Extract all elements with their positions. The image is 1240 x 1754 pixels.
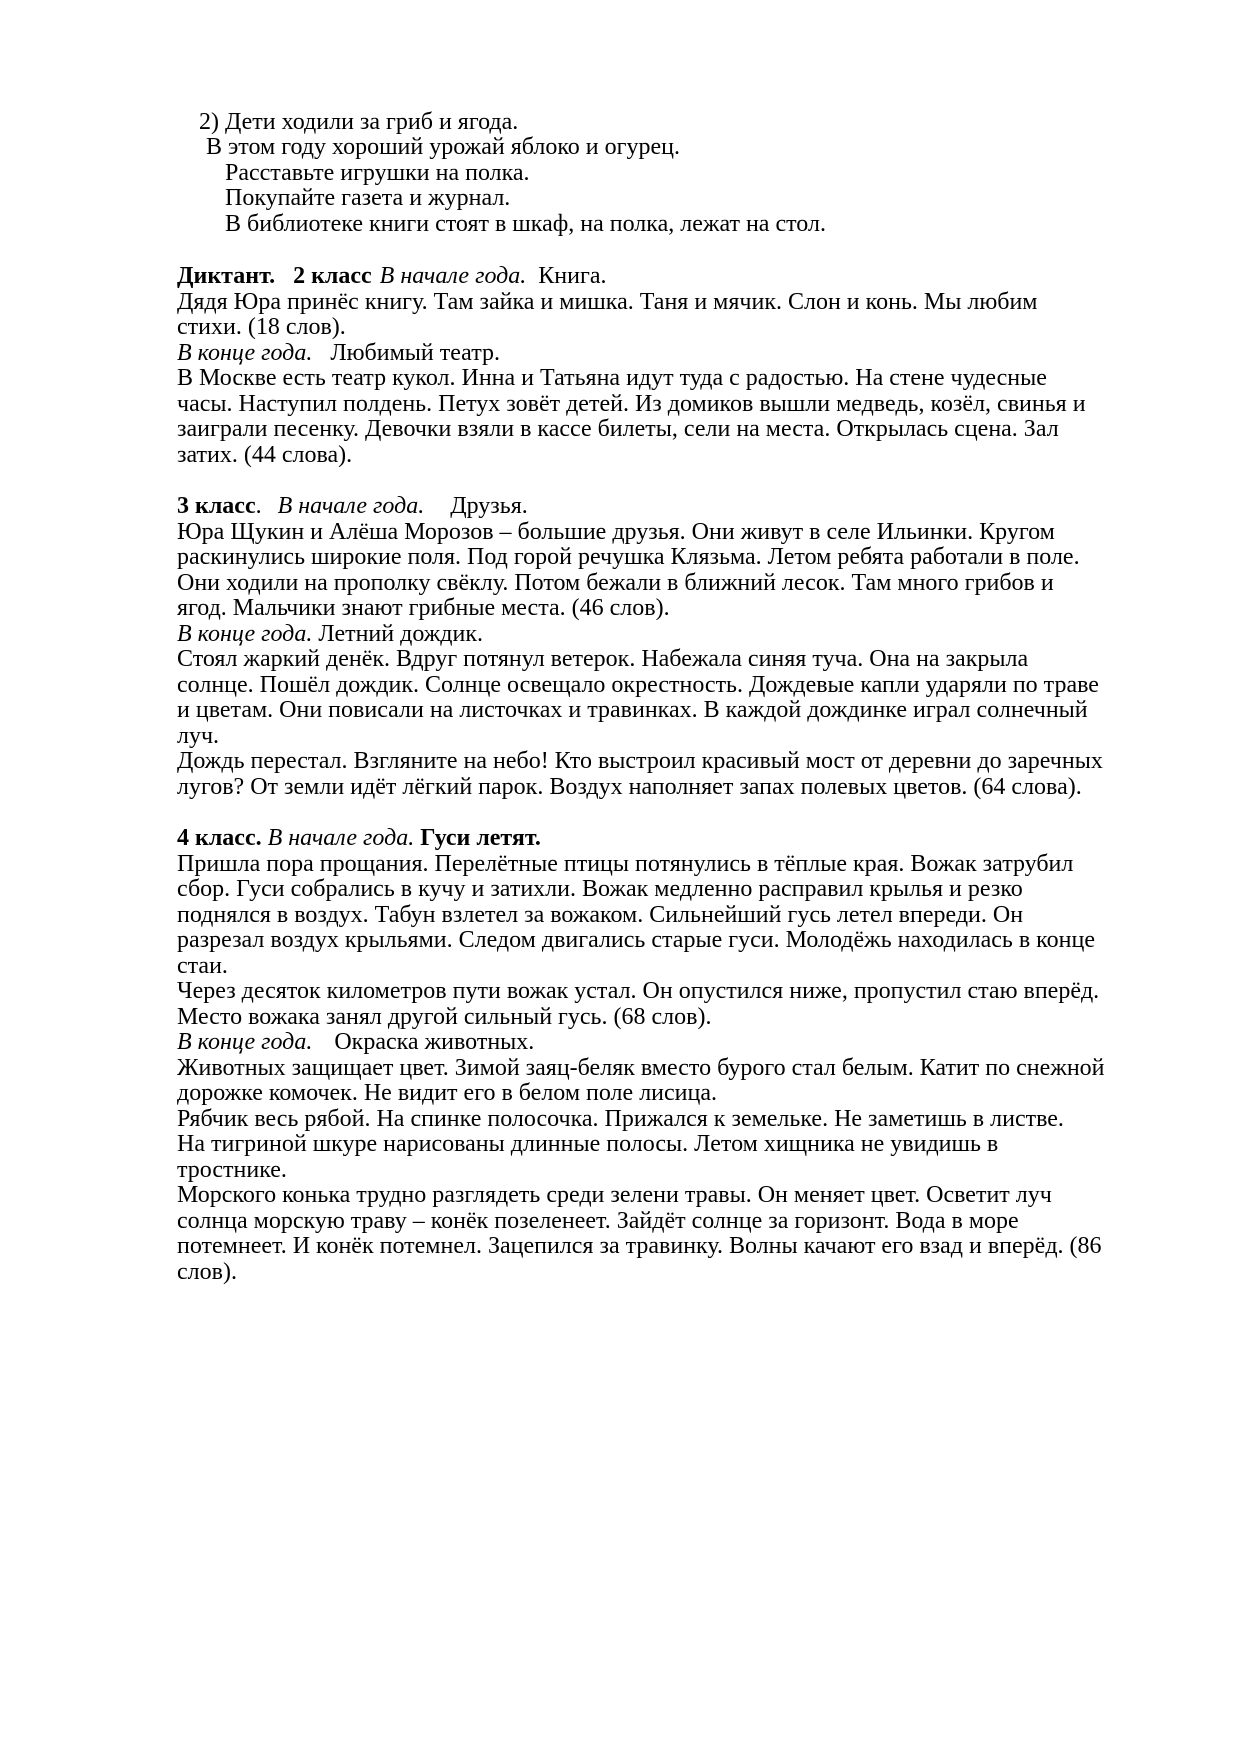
period-label: В конце года. (177, 340, 313, 366)
dictation-title: Друзья. (450, 493, 528, 519)
text-line: сбор. Гуси собрались в кучу и затихли. Вожак медленно расправил крылья и резко (177, 876, 1023, 902)
exercise-line: В библиотеке книги стоят в шкаф, на полка, лежат на стол. (225, 211, 826, 237)
text-line: На тигриной шкуре нарисованы длинные полосы. Летом хищника не увидишь в (177, 1131, 999, 1157)
text-line: В Москве есть театр кукол. Инна и Татьяна идут туда с радостью. На стене чудесные (177, 365, 1047, 391)
grade-label: 3 класс (177, 493, 256, 519)
text-line: солнце. Пошёл дождик. Солнце освещало окрестность. Дождевые капли ударяли по траве (177, 672, 1099, 698)
text-line: разрезал воздух крыльями. Следом двигались старые гуси. Молодёжь находилась в конце (177, 927, 1095, 953)
text-line: тростнике. (177, 1157, 287, 1183)
period-label: В начале года. (277, 493, 425, 519)
dictation-title: Гуси летят. (420, 825, 541, 851)
text-line: ягод. Мальчики знают грибные места. (46 слов). (177, 595, 670, 621)
dictation-label: Диктант. (177, 263, 276, 289)
text-line: Рябчик весь рябой. На спинке полосочка. Прижался к земельке. Не заметишь в листве. (177, 1106, 1064, 1132)
text-line: стихи. (18 слов). (177, 314, 346, 340)
dictation-title: Окраска животных. (334, 1029, 535, 1055)
text-line: и цветам. Они повисали на листочках и травинках. В каждой дождинке играл солнечный (177, 697, 1088, 723)
text-line: Они ходили на прополку свёклу. Потом бежали в ближний лесок. Там много грибов и (177, 570, 1054, 596)
grade2-heading (177, 262, 606, 291)
text-line: Стоял жаркий денёк. Вдруг потянул ветерок. Набежала синяя туча. Она на закрыла (177, 646, 1029, 672)
text-line: затих. (44 слова). (177, 442, 353, 468)
exercise-line: Покупайте газета и журнал. (225, 185, 511, 211)
grade4-heading (177, 824, 541, 853)
grade-label: 4 класс. (177, 825, 262, 851)
text-line: слов). (177, 1259, 237, 1285)
text-line: солнца морскую траву – конёк позеленеет. Зайдёт солнце за горизонт. Вода в море (177, 1208, 1019, 1234)
exercise-line: 2) Дети ходили за гриб и ягода. (199, 109, 519, 135)
exercise-line: Расставьте игрушки на полка. (225, 160, 530, 186)
text-line: лугов? От земли идёт лёгкий парок. Воздух наполняет запах полевых цветов. (64 слова). (177, 774, 1082, 800)
text-line: часы. Наступил полдень. Петух зовёт детей. Из домиков вышли медведь, козёл, свинья и (177, 391, 1086, 417)
text-line: Дядя Юра принёс книгу. Там зайка и мишка. Таня и мячик. Слон и конь. Мы любим (177, 289, 1038, 315)
text-line: раскинулись широкие поля. Под горой речушка Клязьма. Летом ребята работали в поле. (177, 544, 1080, 570)
period-label: В начале года. (379, 263, 527, 289)
text-line: дорожке комочек. Не видит его в белом поле лисица. (177, 1080, 717, 1106)
exercise-line: В этом году хороший урожай яблоко и огурец. (206, 134, 680, 160)
grade-label: 2 класс (293, 263, 372, 289)
text-line: Морского конька трудно разглядеть среди зелени травы. Он меняет цвет. Осветит луч (177, 1182, 1052, 1208)
text-line: Дождь перестал. Взгляните на небо! Кто выстроил красивый мост от деревни до заречных (177, 748, 1103, 774)
text-line: поднялся в воздух. Табун взлетел за вожаком. Сильнейший гусь летел впереди. Он (177, 902, 1024, 928)
period-label: В конце года. (177, 621, 313, 647)
text-line: луч. (177, 723, 220, 749)
period-label: В начале года. (267, 825, 415, 851)
text-line: Место вожака занял другой сильный гусь. (68 слов). (177, 1004, 712, 1030)
period-label: В конце года. (177, 1029, 313, 1055)
text-line: Через десяток километров пути вожак устал. Он опустился ниже, пропустил стаю вперёд. (177, 978, 1100, 1004)
text-line: заиграли песенку. Девочки взяли в кассе билеты, сели на места. Открылась сцена. Зал (177, 416, 1059, 442)
text-line: стаи. (177, 953, 228, 979)
text-line: Юра Щукин и Алёша Морозов – большие друзья. Они живут в селе Ильинки. Кругом (177, 519, 1055, 545)
text-line: потемнеет. И конёк потемнел. Зацепился за травинку. Волны качают его взад и вперёд. (86 (177, 1233, 1102, 1259)
subheading (177, 1028, 534, 1057)
dictation-title: Любимый театр. (330, 340, 500, 366)
grade3-heading: 3 класс. В начале года. Друзья. (177, 493, 528, 519)
dictation-title: Летний дождик. (318, 621, 484, 647)
text-line: Животных защищает цвет. Зимой заяц-беляк вместо бурого стал белым. Катит по снежной (177, 1055, 1105, 1081)
text-line: Пришла пора прощания. Перелётные птицы потянулись в тёплые края. Вожак затрубил (177, 851, 1074, 877)
dictation-title: Книга. (538, 263, 607, 289)
